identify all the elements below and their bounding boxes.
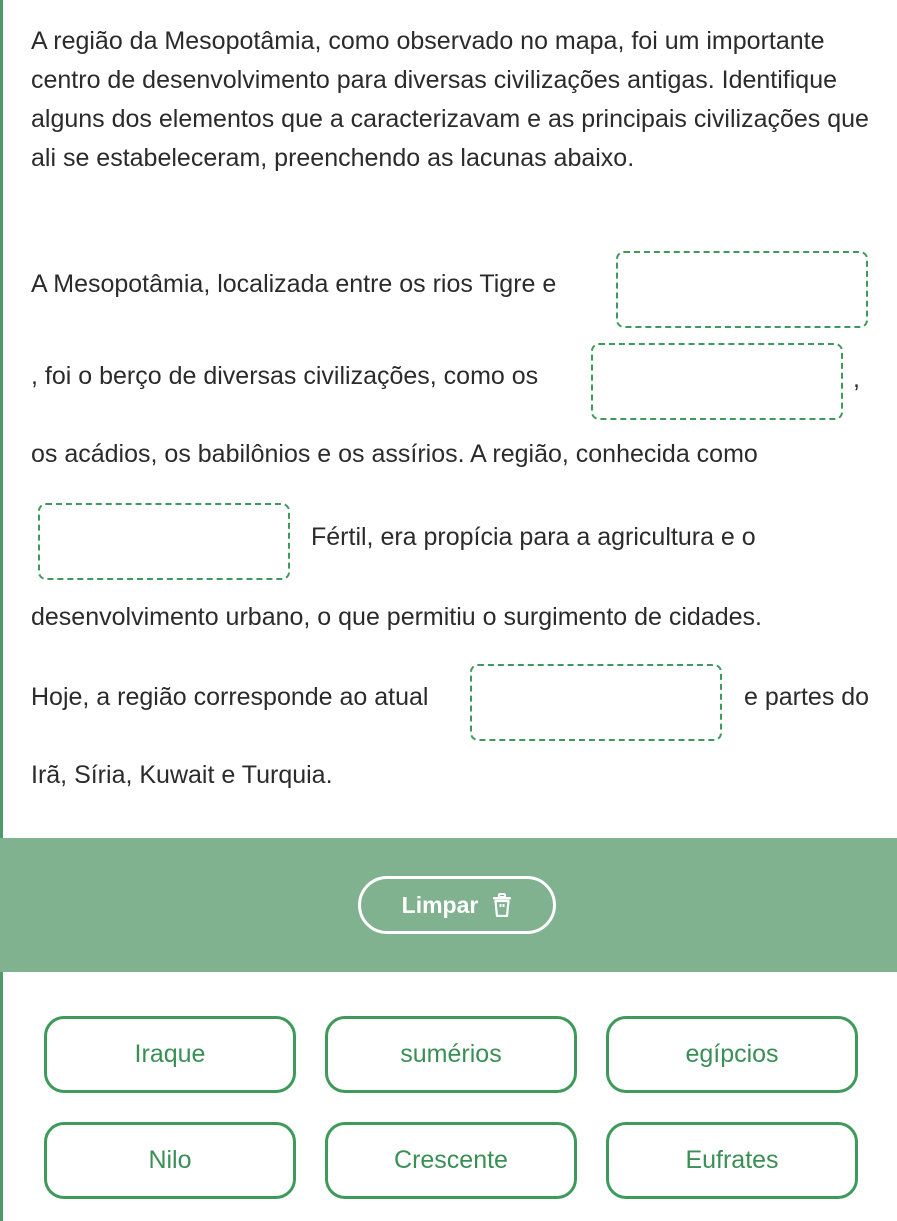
sentence-text-4: os acádios, os babilônios e os assírios. A região, conhecida como xyxy=(31,440,758,468)
trash-icon xyxy=(492,893,512,917)
option-iraque[interactable]: Iraque xyxy=(44,1016,296,1093)
clear-button[interactable] xyxy=(358,876,556,934)
blank-drop-zone-3[interactable] xyxy=(38,503,290,580)
question-prompt: A região da Mesopotâmia, como observado no mapa, foi um importante centro de desenvolvimento para diversas civilizações antigas. Identifique alguns dos elementos que a caracterizavam e as principais civilizações que ali se estabeleceram, preenchendo as lacunas abaixo. xyxy=(31,27,869,172)
blank-drop-zone-4[interactable] xyxy=(470,664,722,741)
sentence-text-9: Irã, Síria, Kuwait e Turquia. xyxy=(31,761,333,789)
option-crescente[interactable]: Crescente xyxy=(325,1122,577,1199)
sentence-text-2: , foi o berço de diversas civilizações, como os xyxy=(31,362,539,390)
option-eufrates[interactable]: Eufrates xyxy=(606,1122,858,1199)
sentence-text-3: , xyxy=(853,365,860,393)
sentence-text-8: e partes do xyxy=(744,683,870,711)
sentence-text-7: Hoje, a região corresponde ao atual xyxy=(31,683,429,711)
sentence-text-6: desenvolvimento urbano, o que permitiu o surgimento de cidades. xyxy=(31,603,762,631)
option-sumerios[interactable]: sumérios xyxy=(325,1016,577,1093)
blank-drop-zone-2[interactable] xyxy=(591,343,843,420)
option-nilo[interactable]: Nilo xyxy=(44,1122,296,1199)
sentence-text-1: A Mesopotâmia, localizada entre os rios Tigre e xyxy=(31,270,557,298)
option-egipcios[interactable]: egípcios xyxy=(606,1016,858,1093)
blank-drop-zone-1[interactable] xyxy=(616,251,868,328)
sentence-text-5: Fértil, era propícia para a agricultura e o xyxy=(311,523,756,551)
clear-button-label: Limpar xyxy=(401,891,479,918)
left-accent-border xyxy=(0,0,3,1221)
